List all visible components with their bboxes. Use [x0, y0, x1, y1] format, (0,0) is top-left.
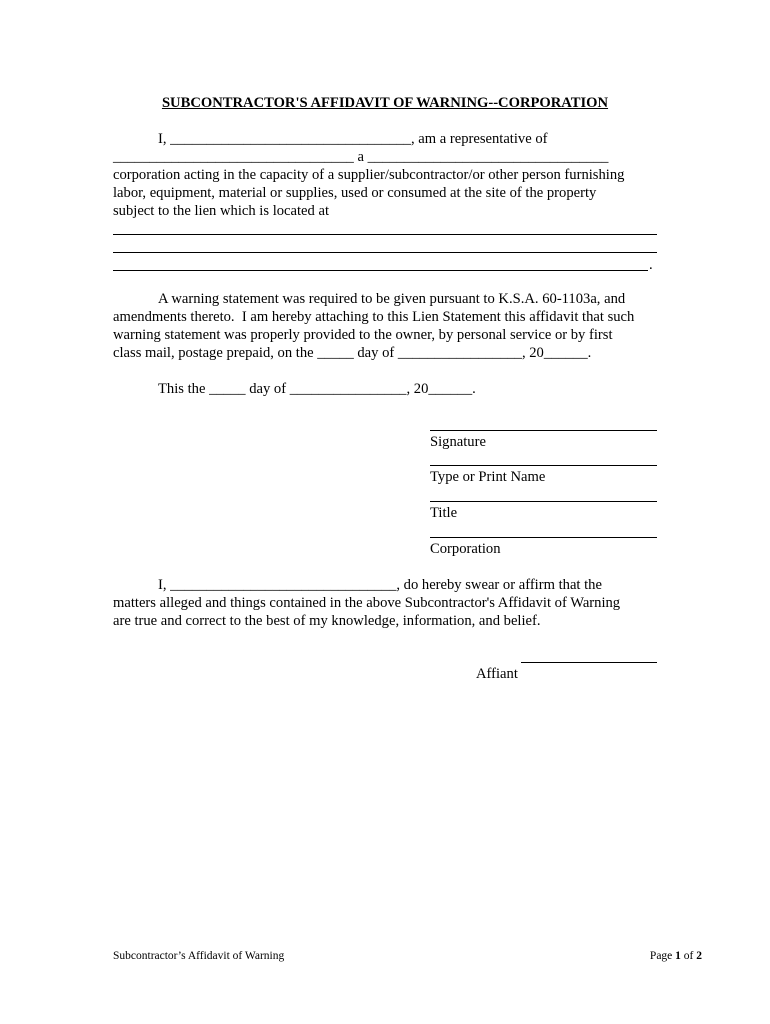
signature-label: Signature [430, 434, 486, 450]
address-line-2 [113, 252, 657, 253]
page-of: of [680, 950, 697, 962]
oath-line1: I, _______________________________, do hereby swear or affirm that the [158, 577, 602, 593]
document-title: SUBCONTRACTOR'S AFFIDAVIT OF WARNING--CORPORATION [161, 95, 609, 111]
address-line-3 [113, 270, 648, 271]
page-number [650, 949, 702, 963]
para1-line2: _________________________________ a _________________________________ [113, 149, 609, 165]
date-line: This the _____ day of ________________, 20______. [158, 381, 476, 397]
title-rule [430, 501, 657, 502]
oath-line3: are true and correct to the best of my knowledge, information, and belief. [113, 613, 541, 629]
corporation-rule [430, 537, 657, 538]
affiant-label: Affiant [476, 666, 518, 682]
para1-line5: subject to the lien which is located at [113, 203, 330, 219]
page-prefix: Page [649, 950, 676, 962]
print-name-label: Type or Print Name [430, 469, 546, 485]
title-label: Title [430, 505, 458, 521]
print-name-rule [430, 465, 657, 466]
para2-line1: A warning statement was required to be given pursuant to K.S.A. 60-1103a, and [158, 291, 626, 307]
signature-rule [430, 430, 657, 431]
affiant-rule [521, 662, 657, 663]
corporation-label: Corporation [430, 541, 501, 557]
para1-line1: I, _________________________________, am a representative of [158, 131, 548, 147]
para2-line2: amendments thereto. I am hereby attaching to this Lien Statement this affidavit that such [113, 309, 635, 325]
footer-title: Subcontractor’s Affidavit of Warning [113, 950, 285, 962]
address-end-period: . [649, 257, 653, 273]
para1-line4: labor, equipment, material or supplies, used or consumed at the site of the property [113, 185, 597, 201]
oath-line2: matters alleged and things contained in the above Subcontractor's Affidavit of Warning [113, 595, 621, 611]
para1-line3: corporation acting in the capacity of a supplier/subcontractor/or other person furnishing [113, 167, 625, 183]
address-line-1 [113, 234, 657, 235]
page-total: 2 [696, 950, 702, 962]
para2-line3: warning statement was properly provided to the owner, by personal service or by first [113, 327, 613, 343]
para2-line4: class mail, postage prepaid, on the _____ day of _________________, 20______. [113, 345, 592, 361]
page-current: 1 [675, 950, 681, 962]
